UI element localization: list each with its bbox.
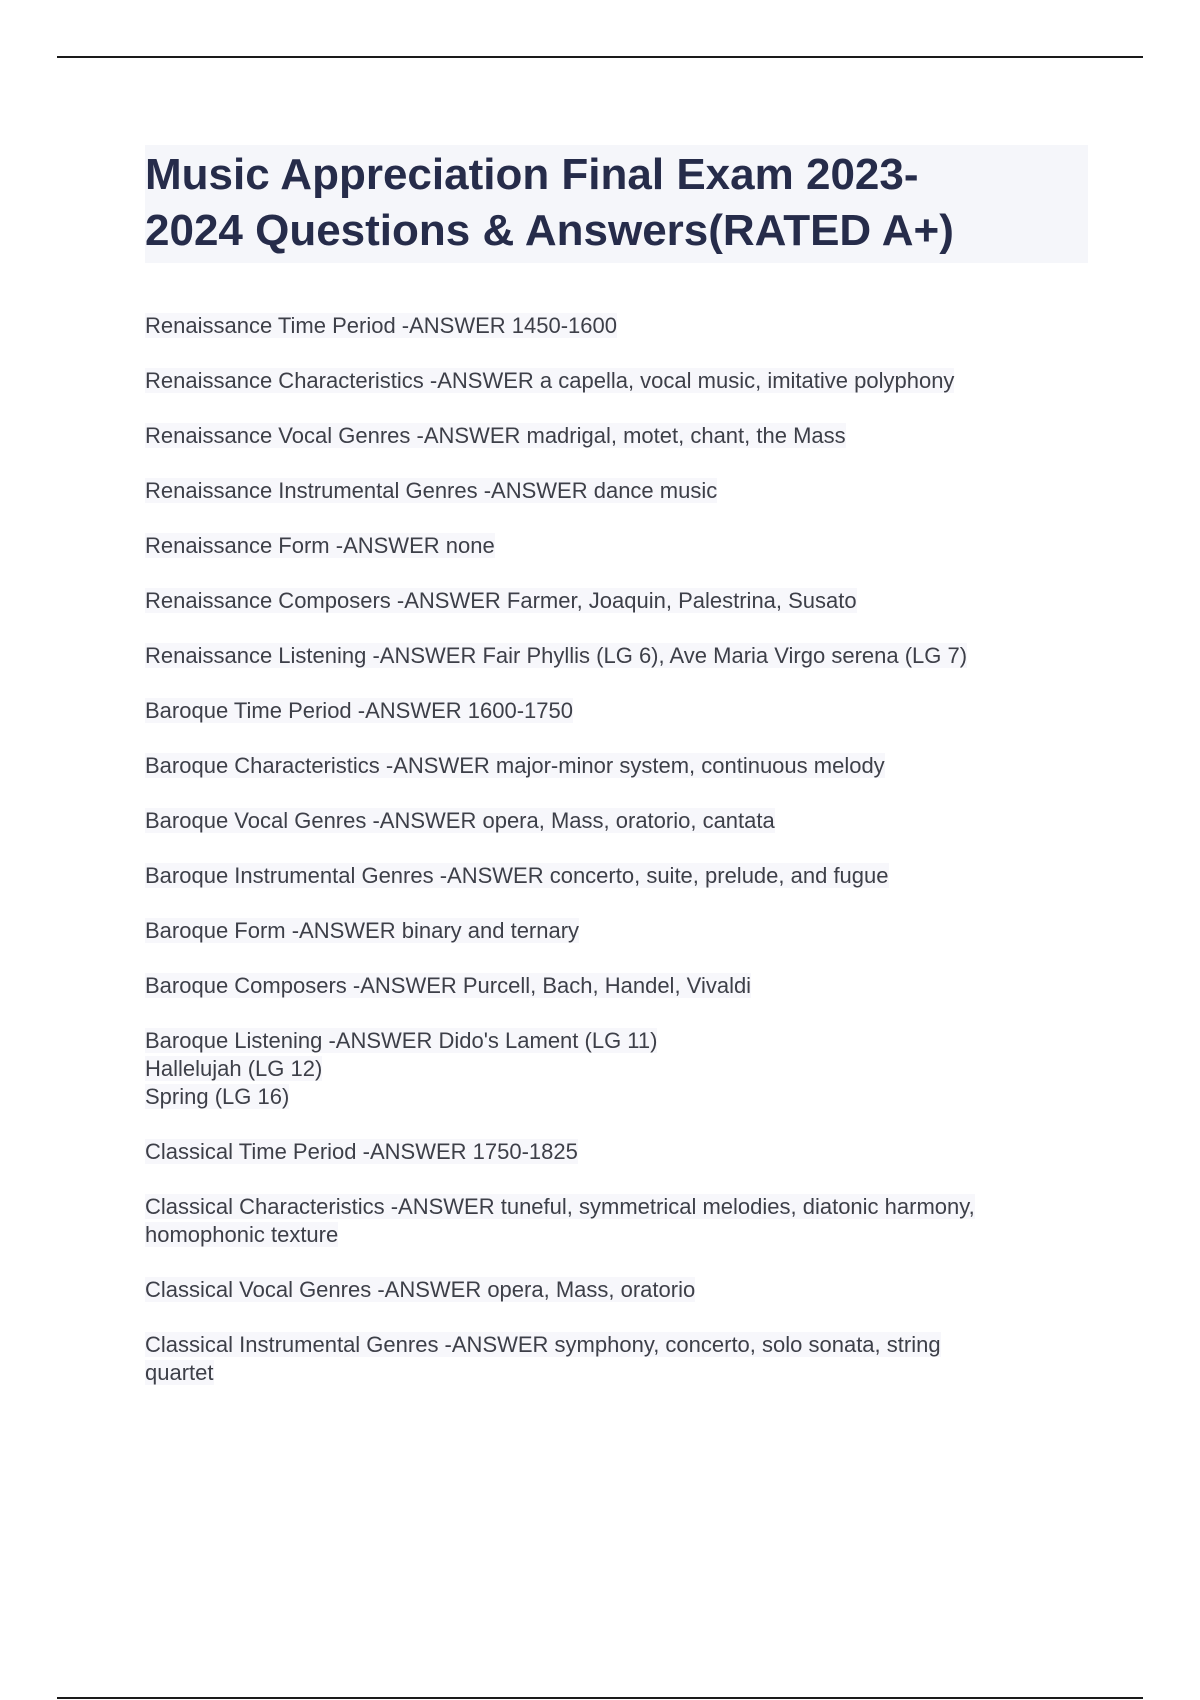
title-block <box>145 145 1088 263</box>
qa-item <box>145 1138 1075 1166</box>
qa-item <box>145 422 1075 450</box>
qa-text: Baroque Characteristics -ANSWER major-minor system, continuous melody <box>145 753 885 778</box>
qa-text: Classical Instrumental Genres -ANSWER symphony, concerto, solo sonata, string quartet <box>145 1332 941 1385</box>
qa-text: Baroque Time Period -ANSWER 1600-1750 <box>145 698 573 723</box>
bottom-divider <box>57 1697 1143 1699</box>
qa-list <box>145 312 1075 1414</box>
qa-text: Renaissance Instrumental Genres -ANSWER dance music <box>145 478 718 503</box>
qa-text: Classical Vocal Genres -ANSWER opera, Mass, oratorio <box>145 1277 696 1302</box>
qa-item <box>145 862 1075 890</box>
qa-item <box>145 532 1075 560</box>
qa-item <box>145 807 1075 835</box>
qa-text: Baroque Instrumental Genres -ANSWER concerto, suite, prelude, and fugue <box>145 863 889 888</box>
qa-item <box>145 1027 1075 1111</box>
qa-item <box>145 1193 1075 1249</box>
qa-text: Classical Characteristics -ANSWER tuneful, symmetrical melodies, diatonic harmony, homophonic texture <box>145 1194 975 1247</box>
qa-item <box>145 752 1075 780</box>
qa-text: Renaissance Composers -ANSWER Farmer, Joaquin, Palestrina, Susato <box>145 588 857 613</box>
qa-item <box>145 312 1075 340</box>
qa-text: Baroque Composers -ANSWER Purcell, Bach, Handel, Vivaldi <box>145 973 752 998</box>
qa-text: Renaissance Characteristics -ANSWER a capella, vocal music, imitative polyphony <box>145 368 955 393</box>
document-title: Music Appreciation Final Exam 2023- 2024 Questions & Answers(RATED A+) <box>145 150 954 255</box>
top-divider <box>57 56 1143 58</box>
qa-text: Classical Time Period -ANSWER 1750-1825 <box>145 1139 578 1164</box>
qa-text: Renaissance Vocal Genres -ANSWER madrigal, motet, chant, the Mass <box>145 423 846 448</box>
qa-text: Baroque Form -ANSWER binary and ternary <box>145 918 580 943</box>
qa-item <box>145 642 1075 670</box>
qa-text: Renaissance Time Period -ANSWER 1450-1600 <box>145 313 618 338</box>
qa-item <box>145 1276 1075 1304</box>
qa-item <box>145 477 1075 505</box>
qa-item <box>145 972 1075 1000</box>
qa-item <box>145 1331 1075 1387</box>
qa-text: Baroque Vocal Genres -ANSWER opera, Mass, oratorio, cantata <box>145 808 775 833</box>
qa-text: Renaissance Listening -ANSWER Fair Phyllis (LG 6), Ave Maria Virgo serena (LG 7) <box>145 643 968 668</box>
qa-text: Baroque Listening -ANSWER Dido's Lament (LG 11) Hallelujah (LG 12) Spring (LG 16) <box>145 1028 658 1109</box>
qa-item <box>145 587 1075 615</box>
qa-text: Renaissance Form -ANSWER none <box>145 533 495 558</box>
qa-item <box>145 917 1075 945</box>
qa-item <box>145 367 1075 395</box>
qa-item <box>145 697 1075 725</box>
